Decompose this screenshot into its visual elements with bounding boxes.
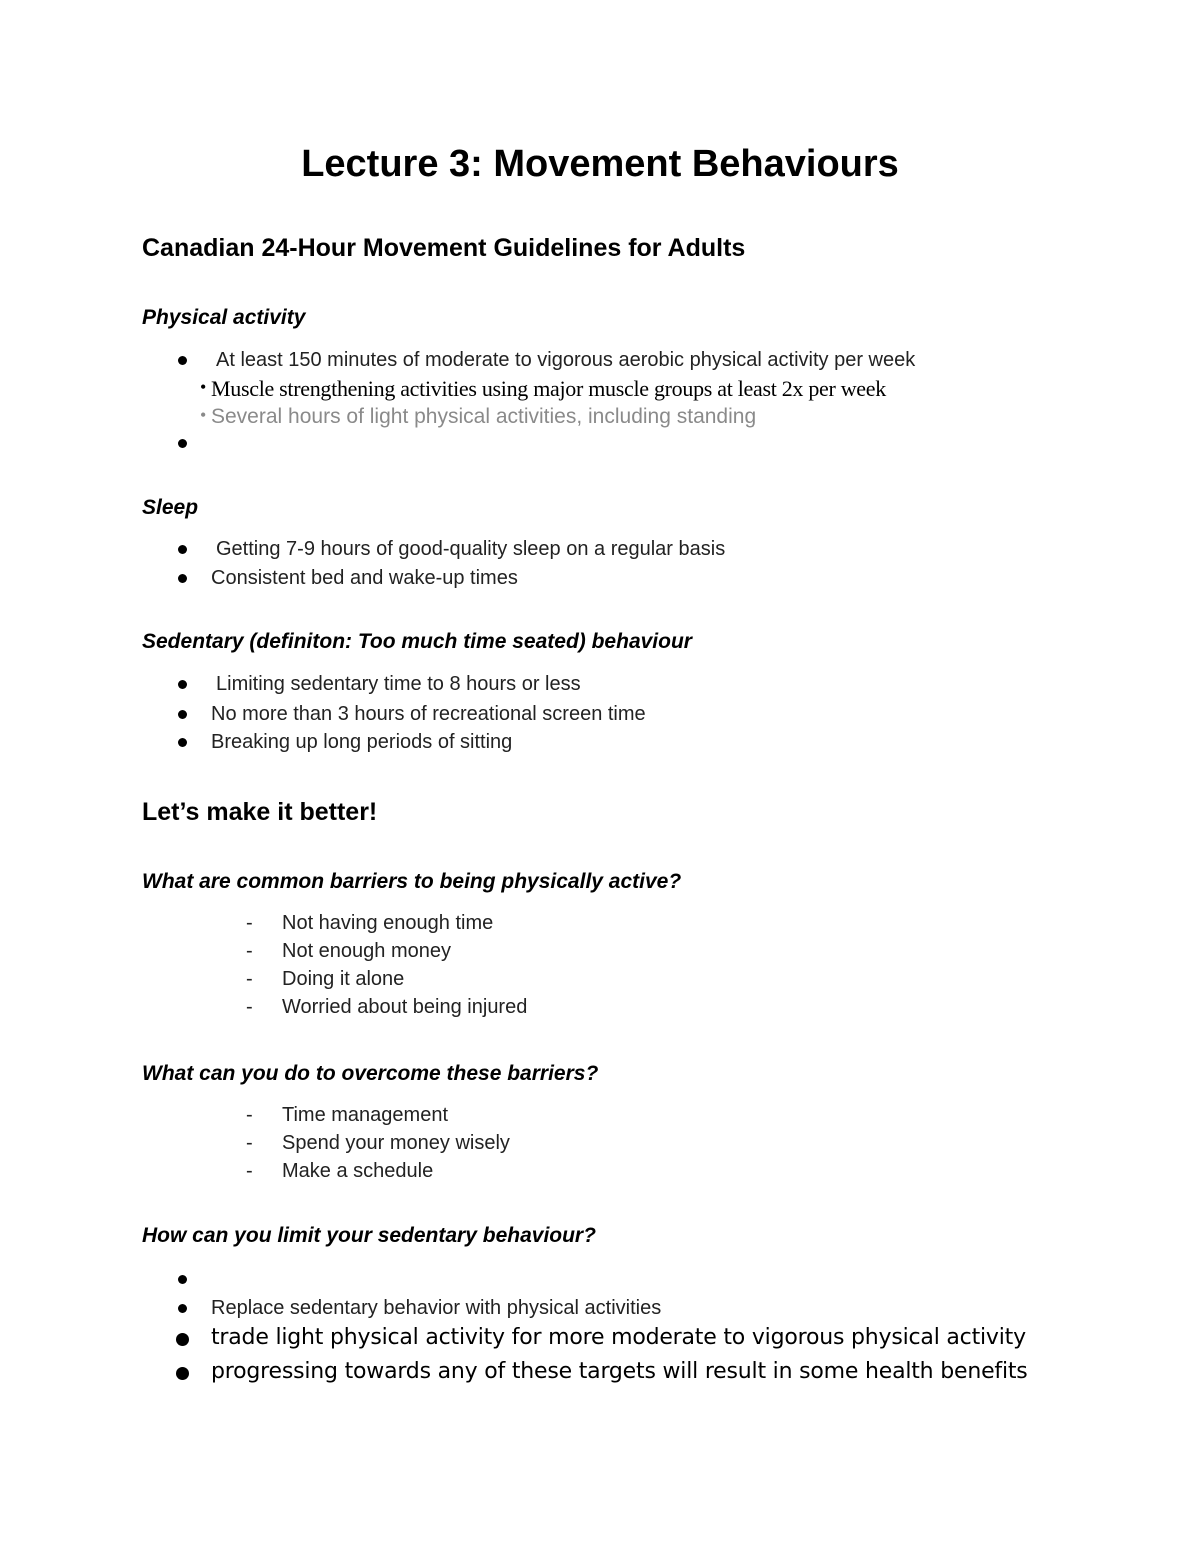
dash-icon: - — [246, 912, 253, 934]
list-item: Replace sedentary behavior with physical activities — [211, 1297, 662, 1319]
bullet-icon — [178, 574, 187, 583]
list-item: Make a schedule — [282, 1160, 434, 1182]
bullet-icon — [178, 356, 187, 365]
bullet-icon — [178, 680, 187, 689]
list-item: Worried about being injured — [282, 996, 528, 1018]
bullet-icon — [178, 1304, 187, 1313]
list-item: Limiting sedentary time to 8 hours or less — [216, 673, 581, 695]
list-item: trade light physical activity for more moderate to vigorous physical activity — [211, 1325, 1026, 1350]
limit-question: How can you limit your sedentary behaviour? — [142, 1224, 596, 1247]
list-item: Time management — [282, 1104, 448, 1126]
dash-icon: - — [246, 1104, 253, 1126]
bullet-icon — [178, 738, 187, 747]
list-item: At least 150 minutes of moderate to vigorous aerobic physical activity per week — [216, 349, 916, 371]
list-item: Spend your money wisely — [282, 1132, 510, 1154]
bullet-icon: • — [200, 377, 207, 397]
list-item: Breaking up long periods of sitting — [211, 731, 513, 753]
list-item: Not enough money — [282, 940, 452, 962]
bullet-icon — [178, 710, 187, 719]
dash-icon: - — [246, 1132, 253, 1154]
bullet-icon — [178, 1275, 187, 1284]
list-item: Consistent bed and wake-up times — [211, 567, 518, 589]
sedentary-heading: Sedentary (definiton: Too much time seated) behaviour — [142, 630, 692, 653]
bullet-icon — [178, 439, 187, 448]
bullet-icon — [178, 545, 187, 554]
physical-activity-heading: Physical activity — [142, 306, 306, 329]
bullet-icon — [176, 1367, 189, 1380]
sleep-heading: Sleep — [142, 496, 199, 519]
barriers-question: What are common barriers to being physically active? — [142, 870, 682, 893]
list-item: Several hours of light physical activities, including standing — [211, 405, 757, 428]
dash-icon: - — [246, 968, 253, 990]
dash-icon: - — [246, 1160, 253, 1182]
list-item: No more than 3 hours of recreational screen time — [211, 703, 646, 725]
list-item: Doing it alone — [282, 968, 405, 990]
list-item: progressing towards any of these targets will result in some health benefits — [211, 1359, 1028, 1384]
guidelines-heading: Canadian 24-Hour Movement Guidelines for Adults — [142, 234, 746, 262]
bullet-icon — [176, 1333, 189, 1346]
better-heading: Let’s make it better! — [142, 798, 378, 826]
dash-icon: - — [246, 996, 253, 1018]
bullet-icon: • — [200, 405, 207, 425]
list-item: Muscle strengthening activities using major muscle groups at least 2x per week — [211, 376, 886, 401]
list-item: Not having enough time — [282, 912, 494, 934]
list-item: Getting 7-9 hours of good-quality sleep on a regular basis — [216, 538, 726, 560]
dash-icon: - — [246, 940, 253, 962]
page-title: Lecture 3: Movement Behaviours — [301, 143, 899, 185]
overcome-question: What can you do to overcome these barriers? — [142, 1062, 599, 1085]
